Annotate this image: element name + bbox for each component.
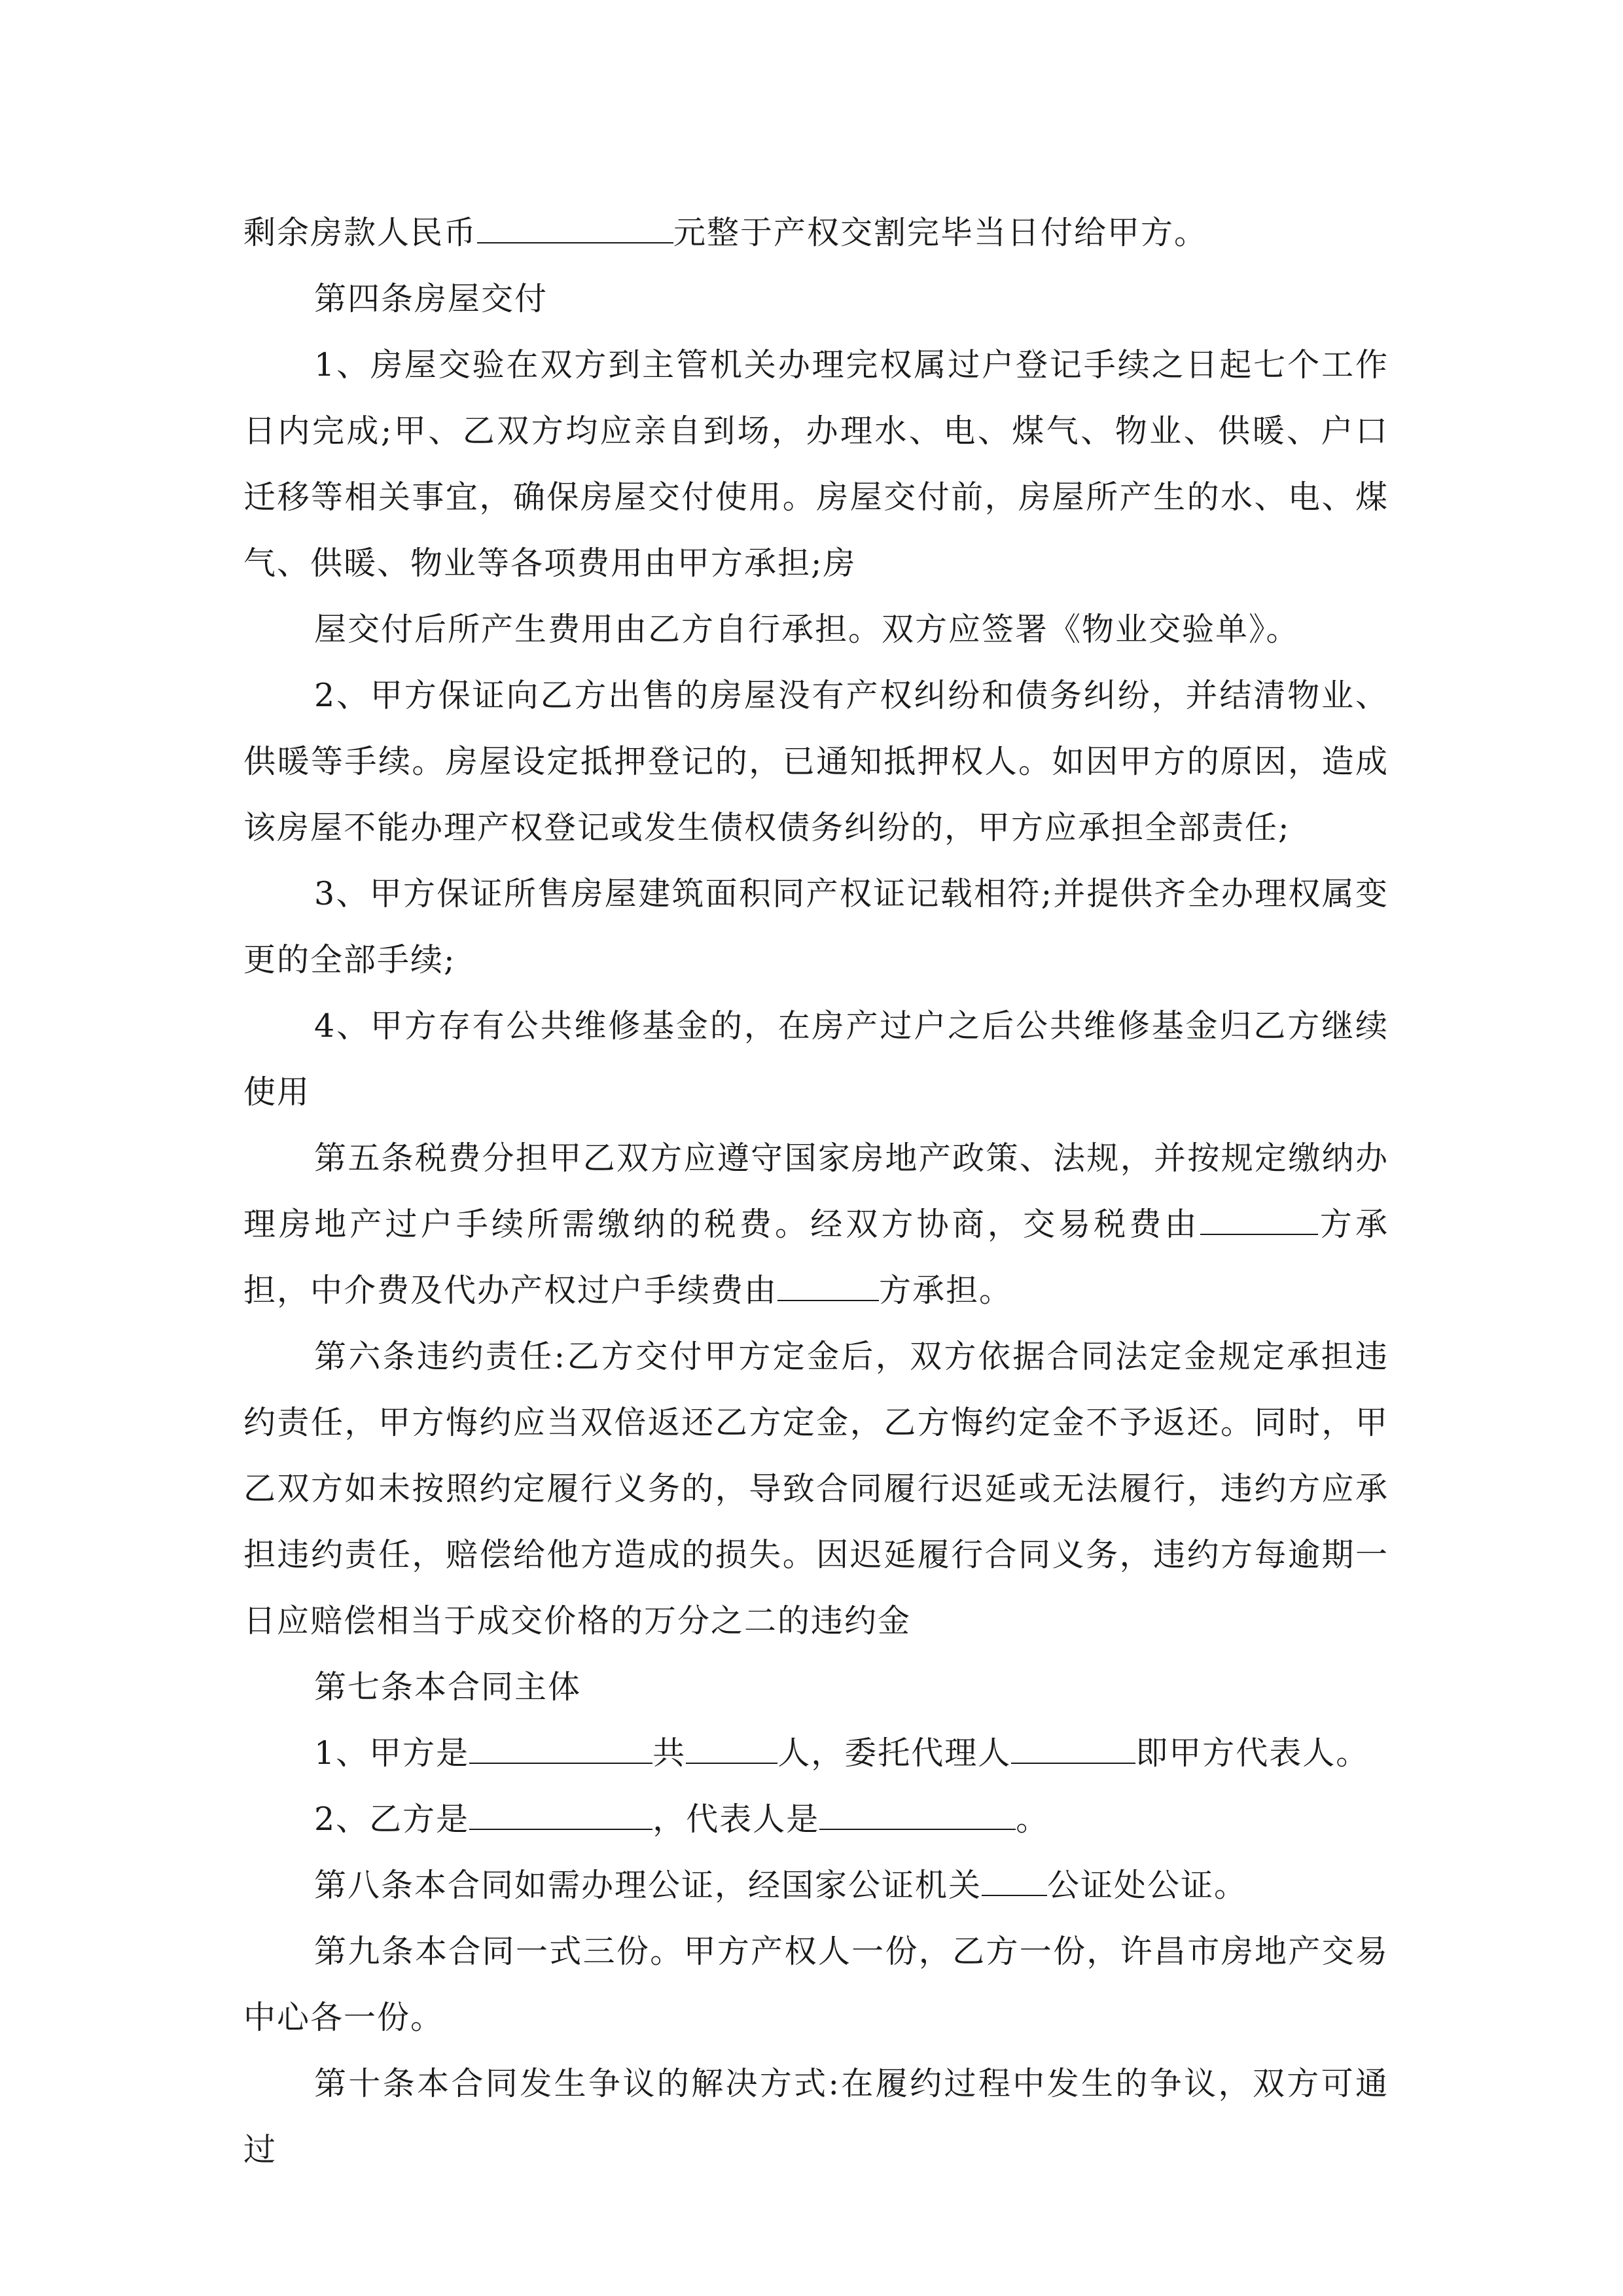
text-segment: 第五条税费分担甲乙双方应遵守国家房地产政策、法规，并按规定缴纳办理房地产过户手续所需缴纳的税费。经双方协商，交易税费由 [243,1139,1389,1243]
blank-line [777,1271,879,1301]
paragraph-7-2 [243,1786,1389,1852]
paragraph-4-4: 4、甲方存有公共维修基金的，在房产过户之后公共维修基金归乙方继续使用 [243,1007,1389,1111]
text-segment: 。 [1016,1801,1050,1838]
paragraph-article-10: 第十条本合同发生争议的解决方式:在履约过程中发生的争议，双方可通过 [243,2065,1389,2168]
text-segment: 方承担。 [879,1272,1013,1309]
text-segment: 2、乙方是 [314,1801,470,1838]
text-segment: ，代表人是 [652,1801,820,1838]
paragraph-remaining-payment [243,200,1389,266]
text-segment: 剩余房款人民币 [243,214,478,251]
paragraph-article-5 [243,1125,1389,1323]
heading-article-7: 第七条本合同主体 [314,1668,582,1706]
paragraph-article-6: 第六条违约责任:乙方交付甲方定金后，双方依据合同法定金规定承担违约责任，甲方悔约应当双倍返还乙方定金，乙方悔约定金不予返还。同时，甲乙双方如未按照约定履行义务的，导致合同履行迟延或无法履行，违约方应承担违约责任，赔偿给他方造成的损失。因迟延履行合同义务，违约方每逾期一日应赔偿相当于成交价格的万分之二的违约金 [243,1338,1389,1640]
text-segment: 即甲方代表人。 [1135,1734,1370,1772]
paragraph-article-8 [243,1852,1389,1918]
text-segment: 公证处公证。 [1047,1867,1248,1904]
text-segment: 元整于产权交割完毕当日付给甲方。 [673,214,1208,251]
blank-line [477,213,673,243]
blank-line [1011,1734,1135,1764]
paragraph-7-1 [243,1720,1389,1786]
paragraph-4-3: 3、甲方保证所售房屋建筑面积同产权证记载相符;并提供齐全办理权属变更的全部手续; [243,875,1389,978]
paragraph-4-1-continued: 屋交付后所产生费用由乙方自行承担。双方应签署《物业交验单》。 [314,611,1300,648]
text-segment: 人，委托代理人 [777,1734,1012,1772]
document-body [243,200,1389,2183]
blank-line [469,1800,652,1830]
blank-line [1200,1205,1318,1235]
text-segment: 方承担，中介费及代办产权过户手续费由 [243,1206,1389,1309]
heading-article-4: 第四条房屋交付 [314,280,548,317]
blank-line [819,1800,1016,1830]
text-segment: 1、甲方是 [314,1734,470,1772]
blank-line [686,1734,777,1764]
text-segment: 第八条本合同如需办理公证，经国家公证机关 [314,1867,982,1904]
text-segment: 共 [652,1734,687,1772]
paragraph-4-1: 1、房屋交验在双方到主管机关办理完权属过户登记手续之日起七个工作日内完成;甲、乙双方均应亲自到场，办理水、电、煤气、物业、供暖、户口迁移等相关事宜，确保房屋交付使用。房屋交付前，房屋所产生的水、电、煤气、供暖、物业等各项费用由甲方承担;房 [243,346,1389,582]
paragraph-article-9: 第九条本合同一式三份。甲方产权人一份，乙方一份，许昌市房地产交易中心各一份。 [243,1933,1389,2036]
blank-line [469,1734,652,1764]
paragraph-4-2: 2、甲方保证向乙方出售的房屋没有产权纠纷和债务纠纷，并结清物业、供暖等手续。房屋设定抵押登记的，已通知抵押权人。如因甲方的原因，造成该房屋不能办理产权登记或发生债权债务纠纷的，甲方应承担全部责任; [243,677,1389,846]
blank-line [982,1866,1047,1896]
